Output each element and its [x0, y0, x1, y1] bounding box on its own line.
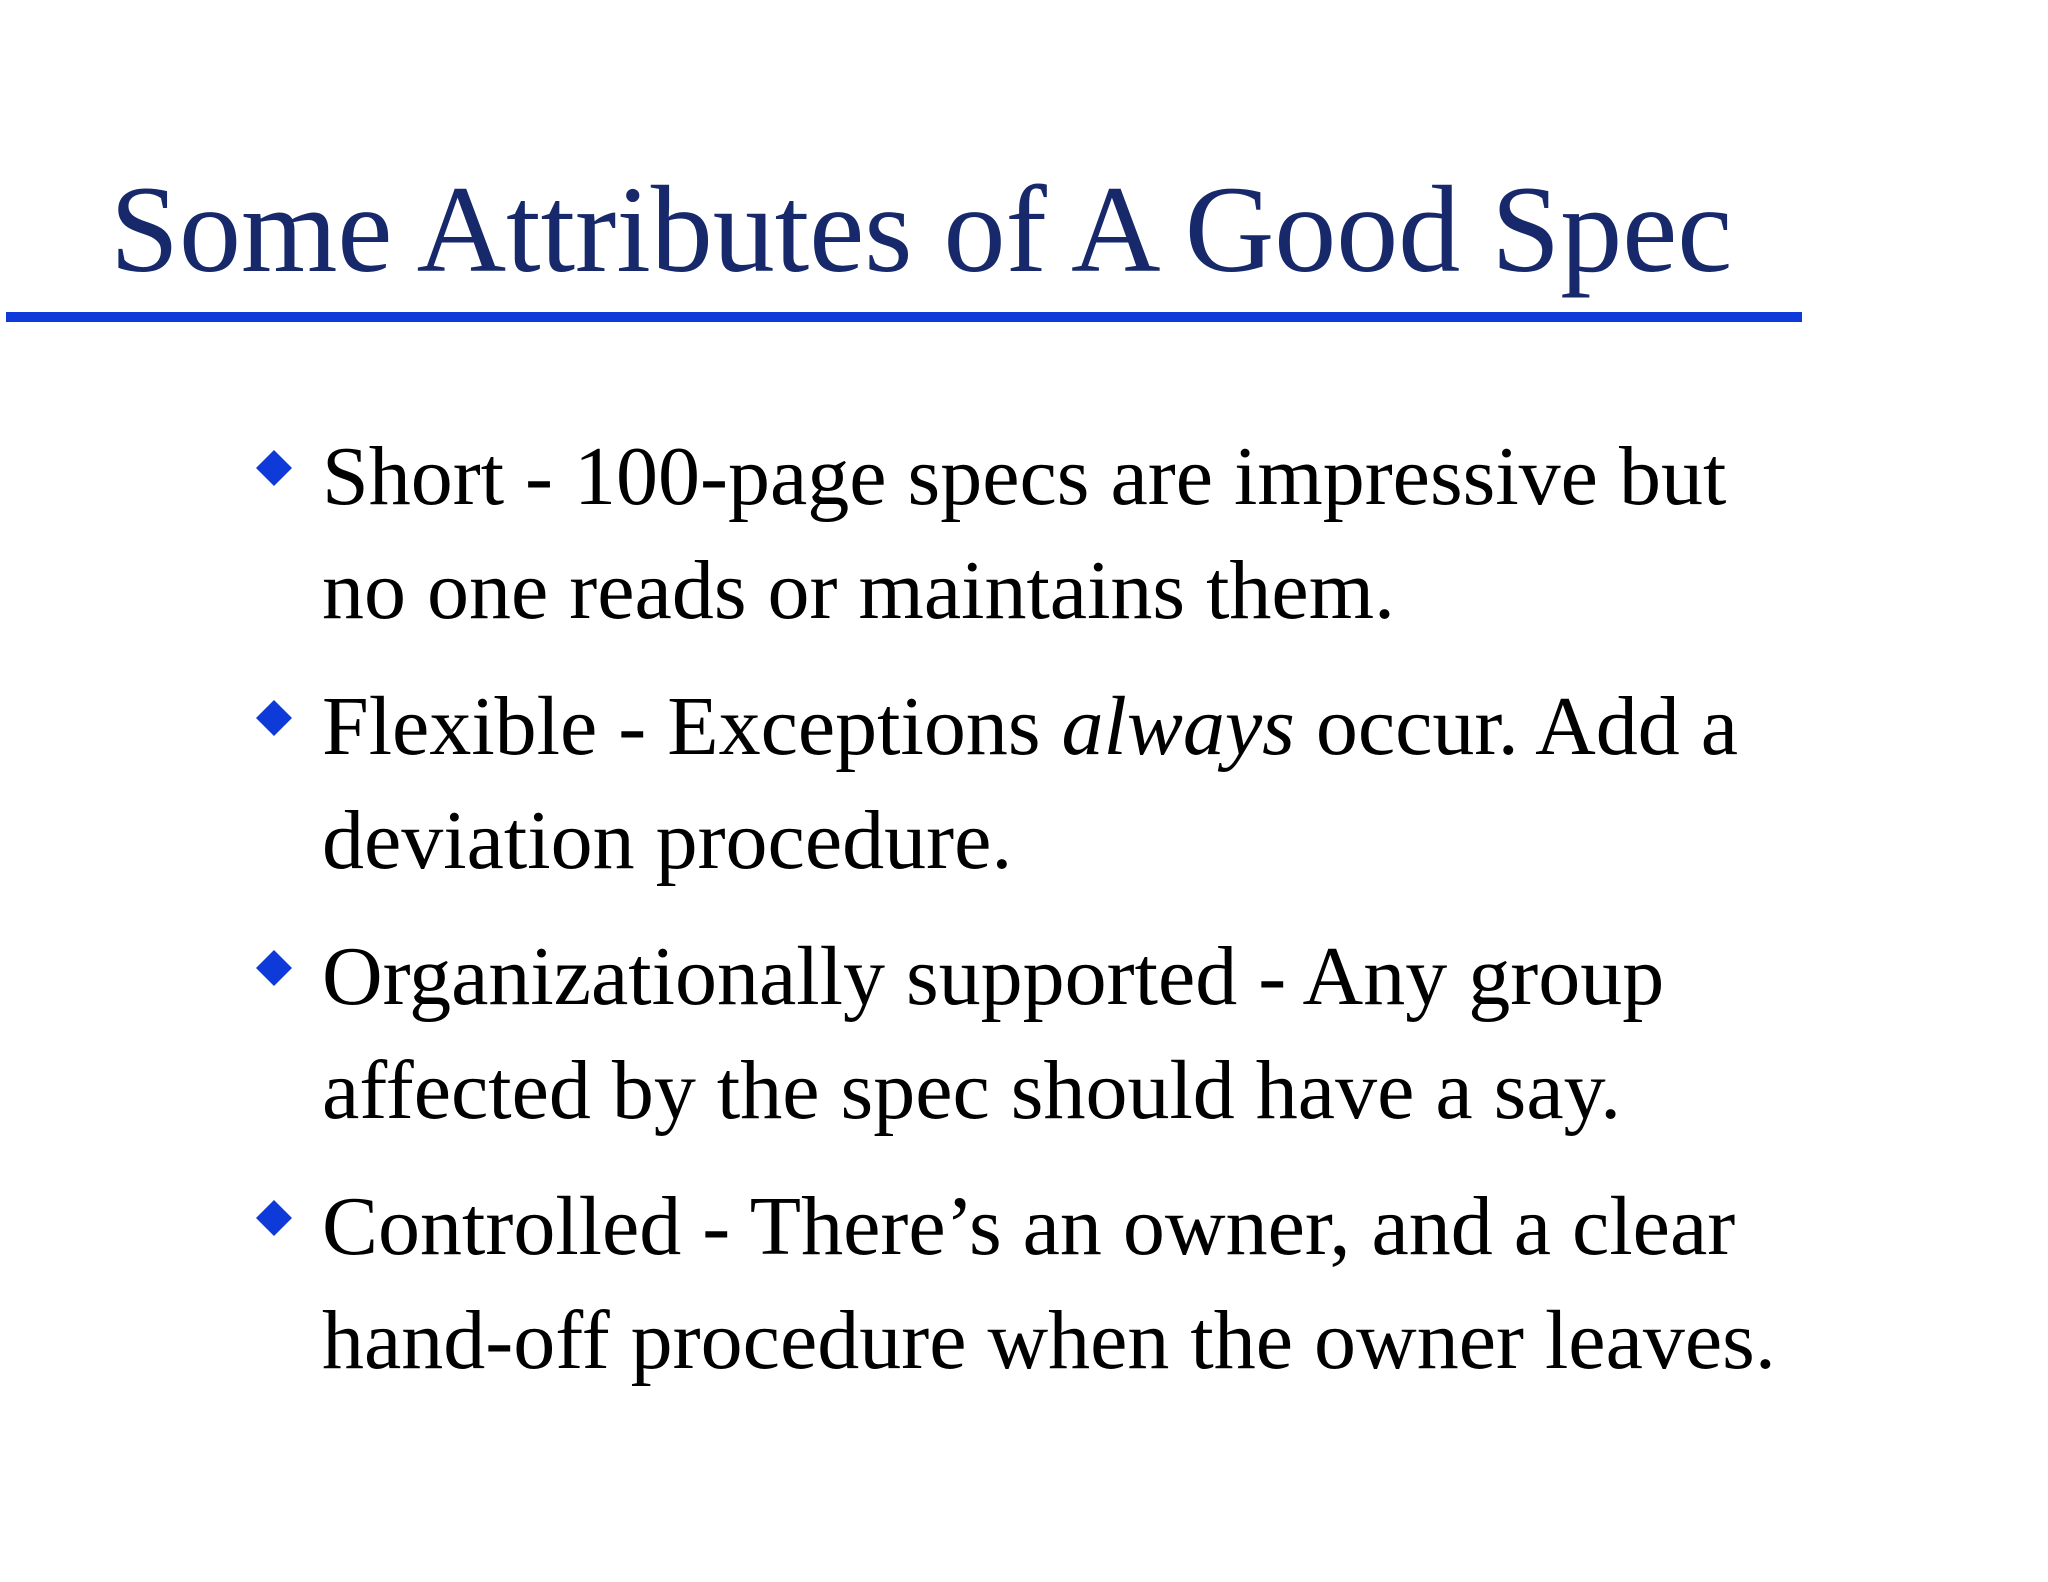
- diamond-bullet-icon: [256, 1200, 292, 1236]
- bullet-text-line: no one reads or maintains them.: [322, 544, 1396, 637]
- bullet-text-line: affected by the spec should have a say.: [322, 1044, 1622, 1137]
- bullet-text-line: Organizationally supported - Any group: [322, 930, 1665, 1023]
- slide-title: Some Attributes of A Good Spec: [110, 161, 1733, 298]
- bullet-text-segment: Flexible - Exceptions: [322, 680, 1062, 773]
- bullet-item: [250, 420, 1776, 648]
- bullet-item: [250, 920, 1776, 1148]
- bullet-text-line: hand-off procedure when the owner leaves.: [322, 1294, 1776, 1387]
- diamond-bullet-icon: [256, 700, 292, 736]
- bullet-item: [250, 1170, 1776, 1398]
- bullet-text-line: [322, 670, 1776, 784]
- bullet-text-segment: occur. Add a: [1294, 680, 1739, 773]
- bullet-text-line: deviation procedure.: [322, 794, 1013, 887]
- title-underline: [6, 312, 1802, 322]
- bullet-item: [250, 670, 1776, 898]
- bullet-list: [250, 420, 1776, 1420]
- bullet-text-line: Short - 100-page specs are impressive but: [322, 430, 1727, 523]
- diamond-bullet-icon: [256, 450, 292, 486]
- emphasized-word: always: [1061, 680, 1295, 773]
- bullet-text-line: Controlled - There’s an owner, and a clear: [322, 1180, 1736, 1273]
- diamond-bullet-icon: [256, 950, 292, 986]
